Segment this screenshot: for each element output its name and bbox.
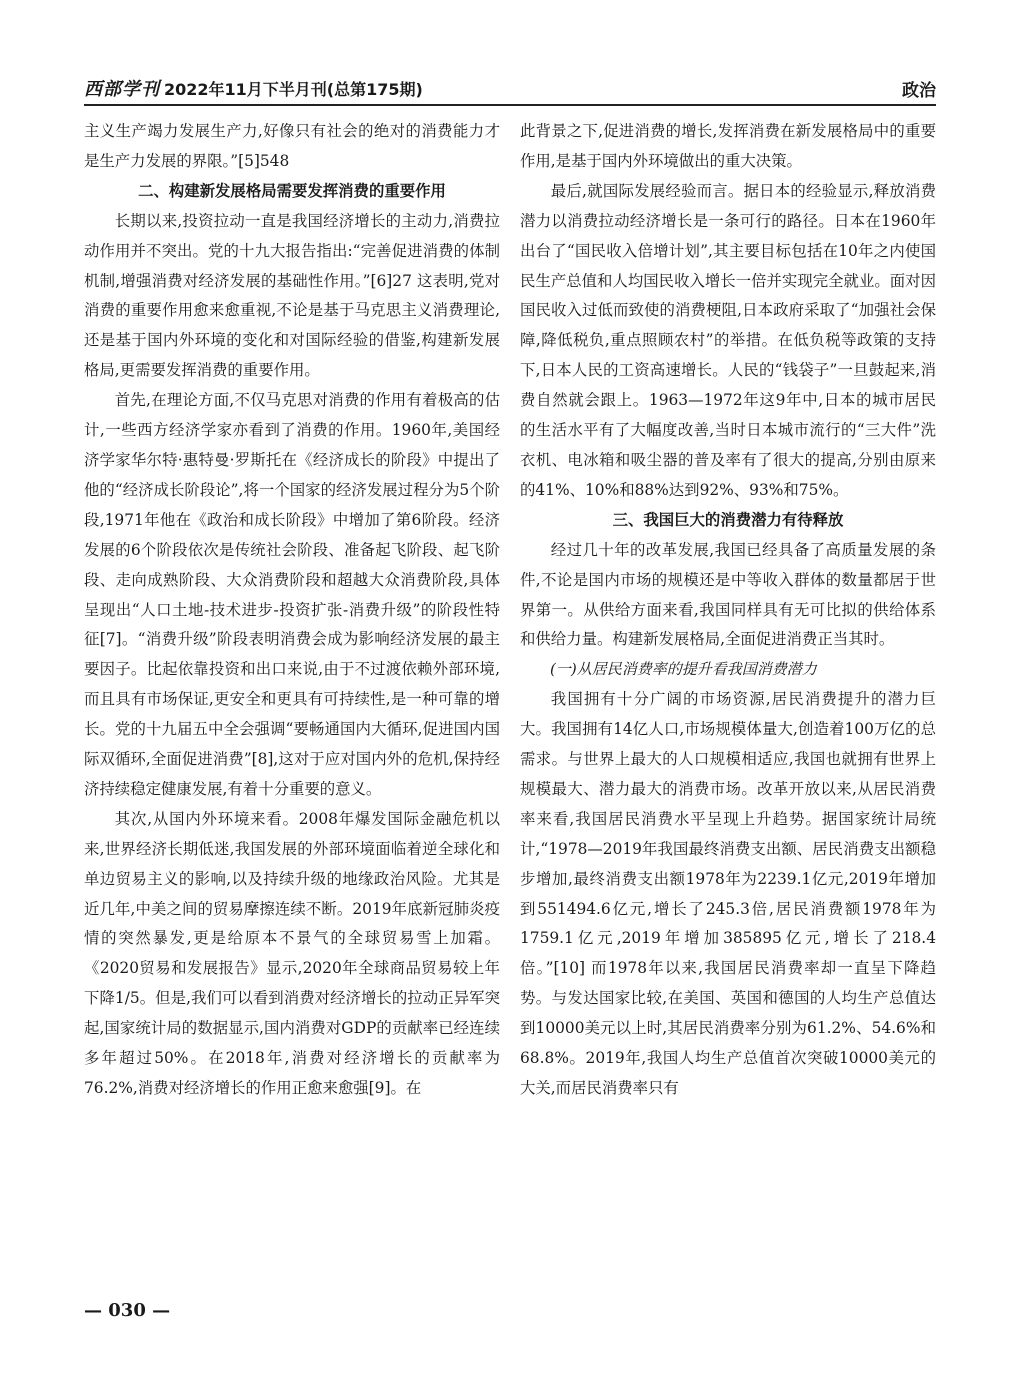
paragraph: 长期以来,投资拉动一直是我国经济增长的主动力,消费拉动作用并不突出。党的十九大报告指出:“完善促进消费的体制机制,增强消费对经济发展的基础性作用。”[6]27 这表明,党对消费的重要作用愈来愈重视,不论是基于马克思主义消费理论,还是基于国内外环境的变化和对国际经验的借鉴,构建新发展格局,更需要发挥消费的重要作用。 — [84, 211, 500, 380]
paragraph: 其次,从国内外环境来看。2008年爆发国际金融危机以来,世界经济长期低迷,我国发展的外部环境面临着逆全球化和单边贸易主义的影响,以及持续升级的地缘政治风险。尤其是近几年,中美之间的贸易摩擦连续不断。2019年底新冠肺炎疫情的突然暴发,更是给原本不景气的全球贸易雪上加霜。《2020贸易和发展报告》显示,2020年全球商品贸易较上年下降1/5。但是,我们可以看到消费对经济增长的拉动正异军突起,国家统计局的数据显示,国内消费对GDP的贡献率已经连续多年超过50%。在2018年,消费对经济增长的贡献率为76.2%,消费对经济增长的作用正愈来愈强[9]。在 — [84, 809, 500, 1097]
section-heading: 三、我国巨大的消费潜力有待释放 — [612, 510, 844, 529]
right-text-column — [520, 117, 936, 1305]
issue-info: 2022年11月下半月刊(总第175期) — [164, 79, 423, 99]
journal-logo: 西部学刊 — [84, 79, 160, 100]
paragraph: 我国拥有十分广阔的市场资源,居民消费提升的潜力巨大。我国拥有14亿人口,市场规模体量大,创造着100万亿的总需求。与世界上最大的人口规模相适应,我国也就拥有世界上规模最大、潜力最大的消费市场。改革开放以来,从居民消费率来看,我国居民消费水平呈现上升趋势。据国家统计局统计,“1978—2019年我国最终消费支出额、居民消费支出额稳步增加,最终消费支出额1978年为2239.1亿元,2019年增加到551494.6亿元,增长了245.3倍,居民消费额1978年为1759.1亿元,2019年增加385895亿元,增长了218.4倍。”[10] 而1978年以来,我国居民消费率却一直呈下降趋势。与发达国家比较,在美国、英国和德国的人均生产总值达到10000美元以上时,其居民消费率分别为61.2%、54.6%和68.8%。2019年,我国人均生产总值首次突破10000美元的大关,而居民消费率只有 — [520, 690, 936, 1097]
left-text-column — [84, 117, 500, 1305]
subsection-heading: (一)从居民消费率的提升看我国消费潜力 — [550, 660, 817, 679]
section-heading: 二、构建新发展格局需要发挥消费的重要作用 — [138, 181, 446, 200]
paragraph: 最后,就国际发展经验而言。据日本的经验显示,释放消费潜力以消费拉动经济增长是一条可行的路径。日本在1960年出台了“国民收入倍增计划”,其主要目标包括在10年之内使国民生产总值和人均国民收入增长一倍并实现完全就业。面对因国民收入过低而致使的消费梗阻,日本政府采取了“加强社会保障,降低税负,重点照顾农村”的举措。在低负税等政策的支持下,日本人民的工资高速增长。人民的“钱袋子”一旦鼓起来,消费自然就会跟上。1963—1972年这9年中,日本的城市居民的生活水平有了大幅度改善,当时日本城市流行的“三大件”洗衣机、电冰箱和吸尘器的普及率有了很大的提高,分别由原来的41%、10%和88%达到92%、93%和75%。 — [520, 181, 936, 499]
paragraph: 此背景之下,促进消费的增长,发挥消费在新发展格局中的重要作用,是基于国内外环境做出的重大决策。 — [520, 122, 936, 170]
running-header — [84, 72, 936, 106]
paragraph: 主义生产竭力发展生产力,好像只有社会的绝对的消费能力才是生产力发展的界限。”[5]548 — [84, 122, 500, 170]
paragraph: 首先,在理论方面,不仅马克思对消费的作用有着极高的估计,一些西方经济学家亦看到了消费的作用。1960年,美国经济学家华尔特·惠特曼·罗斯托在《经济成长的阶段》中提出了他的“经济成长阶段论”,将一个国家的经济发展过程分为5个阶段,1971年他在《政治和成长阶段》中增加了第6阶段。经济发展的6个阶段依次是传统社会阶段、准备起飞阶段、起飞阶段、走向成熟阶段、大众消费阶段和超越大众消费阶段,具体呈现出“人口土地-技术进步-投资扩张-消费升级”的阶段性特征[7]。“消费升级”阶段表明消费会成为影响经济发展的最主要因子。比起依靠投资和出口来说,由于不过渡依赖外部环境,而且具有市场保证,更安全和更具有可持续性,是一种可靠的增长。党的十九届五中全会强调“要畅通国内大循环,促进国内国际双循环,全面促进消费”[8],这对于应对国内外的危机,保持经济持续稳定健康发展,有着十分重要的意义。 — [84, 391, 500, 798]
paragraph: 经过几十年的改革发展,我国已经具备了高质量发展的条件,不论是国内市场的规模还是中等收入群体的数量都居于世界第一。从供给方面来看,我国同样具有无可比拟的供给体系和供给力量。构建新发展格局,全面促进消费正当其时。 — [520, 540, 936, 649]
page-number: — 030 — — [84, 1300, 171, 1321]
section-name: 政治 — [902, 80, 936, 101]
header-left — [84, 75, 423, 101]
